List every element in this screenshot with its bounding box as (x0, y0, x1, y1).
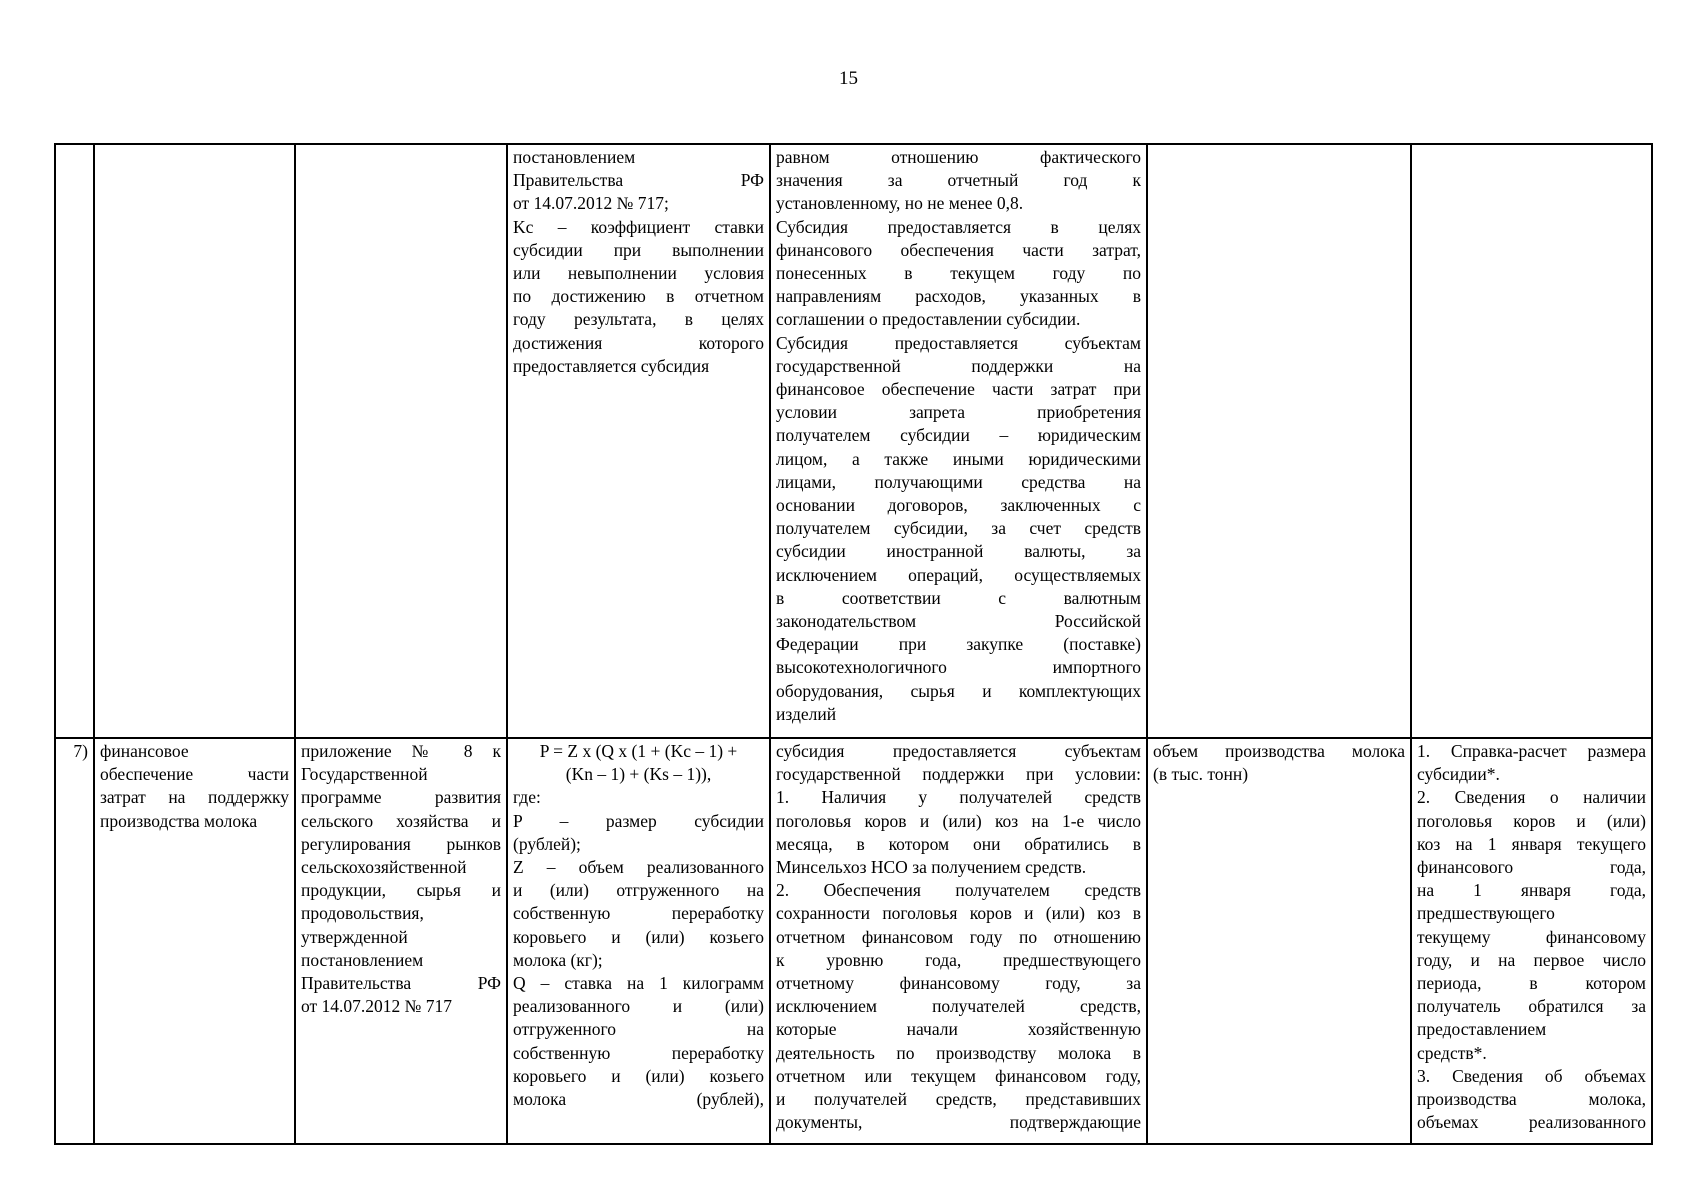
text-line: сохранности поголовья коров и (или) коз в (776, 903, 1141, 924)
text-line: отчетном или текущем финансовом году, (776, 1065, 1141, 1086)
text-line: реализованного и (или) (513, 996, 764, 1017)
row1-basis-cell (295, 144, 507, 738)
text-line: P = Z x (Q x (1 + (Kc – 1) + (539, 741, 738, 761)
text-line: получателем субсидии, за счет средств (776, 518, 1141, 539)
text-line: Правительства РФ (513, 170, 764, 191)
row2-indicator-cell (1147, 738, 1411, 1144)
text-line: оборудования, сырья и комплектующих (776, 680, 1141, 701)
text-line: равном отношению фактического (776, 147, 1141, 167)
text-line: к уровню года, предшествующего (776, 949, 1141, 970)
text-line: продовольствия, (301, 903, 424, 924)
row1-indicator-cell (1147, 144, 1411, 738)
text-line: (Kn – 1) + (Ks – 1)), (565, 764, 712, 785)
text-line: текущему финансовому (1417, 926, 1646, 947)
text-line: году, и на первое число (1417, 949, 1646, 970)
text-line: финансовое (100, 741, 189, 761)
text-line: предоставлением (1417, 1019, 1547, 1040)
text-line: законодательством Российской (776, 611, 1141, 632)
text-line: финансового года, (1417, 857, 1646, 878)
text-line: периода, в котором (1417, 973, 1646, 994)
text-line: средств*. (1417, 1042, 1487, 1063)
table-row (55, 738, 1652, 1144)
text-line: отгруженного на (513, 1019, 764, 1040)
text-line: соглашении о предоставлении субсидии. (776, 309, 1081, 330)
text-line: постановлением (301, 949, 424, 970)
text-line: Z – объем реализованного (513, 857, 764, 878)
text-line: достижения которого (513, 332, 764, 353)
row1-documents-cell (1411, 144, 1652, 738)
text-line: изделий (776, 703, 837, 724)
text-line: Государственной (301, 764, 428, 785)
text-line: государственной поддержки на (776, 355, 1141, 376)
text-line: предшествующего (1417, 903, 1555, 924)
subsidy-table (54, 143, 1653, 1145)
text-line: финансового обеспечения части затрат, (776, 239, 1141, 260)
text-line: и получателей средств, представивших (776, 1089, 1141, 1110)
text-line: молока (кг); (513, 949, 603, 970)
page-number: 15 (839, 68, 858, 89)
text-line: Правительства РФ (301, 973, 501, 994)
text-line: объемах реализованного (1417, 1112, 1646, 1133)
text-line: утвержденной (301, 926, 408, 947)
text-line: субсидия предоставляется субъектам (776, 741, 1141, 761)
text-line: Федерации при закупке (поставке) (776, 634, 1141, 655)
text-line: в соответствии с валютным (776, 587, 1141, 608)
text-line: предоставляется субсидия (513, 355, 710, 376)
text-line: направлениям расходов, указанных в (776, 286, 1141, 307)
text-line: месяца, в котором они обратились в (776, 833, 1141, 854)
text-line: высокотехнологичного импортного (776, 657, 1141, 678)
row1-number-cell (55, 144, 94, 738)
text-line: регулирования рынков (301, 833, 501, 854)
text-line: лицами, получающими средства на (776, 471, 1141, 492)
text-line: коровьего и (или) козьего (513, 1065, 764, 1086)
text-line: Субсидия предоставляется в целях (776, 216, 1141, 237)
text-line: P – размер субсидии (513, 810, 764, 831)
text-line: (рублей); (513, 833, 581, 854)
text-line: году результата, в целях (513, 309, 764, 330)
text-line: собственную переработку (513, 903, 764, 924)
text-line: затрат на поддержку (100, 787, 289, 808)
text-line: приложение № 8 к (301, 741, 501, 761)
text-line: финансовое обеспечение части затрат при (776, 379, 1141, 400)
text-line: на 1 января года, (1417, 880, 1646, 901)
text-line: значения за отчетный год к (776, 170, 1141, 191)
text-line: по достижению в отчетном (513, 286, 764, 307)
text-line: обеспечение части (100, 764, 289, 785)
text-line: Субсидия предоставляется субъектам (776, 332, 1141, 353)
text-line: от 14.07.2012 № 717 (301, 996, 452, 1017)
text-line: понесенных в текущем году по (776, 263, 1141, 284)
text-line: 1. Справка-расчет размера (1417, 741, 1646, 761)
text-line: получатель обратился за (1417, 996, 1646, 1017)
text-line: субсидии при выполнении (513, 239, 764, 260)
text-line: поголовья коров и (или) коз на 1-е число (776, 810, 1141, 831)
text-line: государственной поддержки при условии: (776, 764, 1141, 785)
text-line: где: (513, 787, 541, 808)
text-line: деятельность по производству молока в (776, 1042, 1141, 1063)
text-line: субсидии*. (1417, 764, 1500, 785)
text-line: собственную переработку (513, 1042, 764, 1063)
row1-formula-cell (507, 144, 770, 738)
text-line: и (или) отгруженного на (513, 880, 764, 901)
text-line: продукции, сырья и (301, 880, 501, 901)
text-line: исключением операций, осуществляемых (776, 564, 1141, 585)
text-line: субсидии иностранной валюты, за (776, 541, 1141, 562)
row2-basis-cell (295, 738, 507, 1144)
text-line: сельского хозяйства и (301, 810, 501, 831)
text-line: лицом, а также иными юридическими (776, 448, 1141, 469)
row-number: 7) (55, 738, 94, 1144)
text-line: 2. Сведения о наличии (1417, 787, 1646, 808)
text-line: постановлением (513, 147, 636, 167)
text-line: от 14.07.2012 № 717; (513, 193, 669, 214)
row2-conditions-cell (770, 738, 1147, 1144)
text-line: коз на 1 января текущего (1417, 833, 1646, 854)
row1-direction-cell (94, 144, 295, 738)
text-line: Минсельхоз НСО за получением средств. (776, 857, 1087, 878)
text-line: отчетному финансовому году, за (776, 973, 1141, 994)
text-line: 3. Сведения об объемах (1417, 1065, 1646, 1086)
text-line: условии запрета приобретения (776, 402, 1141, 423)
text-line: 2. Обеспечения получателем средств (776, 880, 1141, 901)
text-line: 1. Наличия у получателей средств (776, 787, 1141, 808)
text-line: производства молока (100, 810, 258, 831)
text-line: поголовья коров и (или) (1417, 810, 1646, 831)
text-line: объем производства молока (1153, 741, 1405, 761)
row2-direction-cell (94, 738, 295, 1144)
text-line: или невыполнении условия (513, 263, 764, 284)
text-line: программе развития (301, 787, 501, 808)
text-line: которые начали хозяйственную (776, 1019, 1141, 1040)
text-line: молока (рублей), (513, 1089, 764, 1110)
row1-conditions-cell (770, 144, 1147, 738)
text-line: документы, подтверждающие (776, 1112, 1141, 1133)
text-line: производства молока, (1417, 1089, 1646, 1110)
text-line: отчетном финансовом году по отношению (776, 926, 1141, 947)
text-line: коровьего и (или) козьего (513, 926, 764, 947)
table-row (55, 144, 1652, 738)
text-line: Kc – коэффициент ставки (513, 216, 764, 237)
row2-formula-cell (507, 738, 770, 1144)
text-line: получателем субсидии – юридическим (776, 425, 1141, 446)
text-line: (в тыс. тонн) (1153, 764, 1249, 785)
text-line: исключением получателей средств, (776, 996, 1141, 1017)
row2-documents-cell (1411, 738, 1652, 1144)
text-line: сельскохозяйственной (301, 857, 467, 878)
text-line: установленному, но не менее 0,8. (776, 193, 1024, 214)
text-line: основании договоров, заключенных с (776, 495, 1141, 516)
text-line: Q – ставка на 1 килограмм (513, 973, 764, 994)
